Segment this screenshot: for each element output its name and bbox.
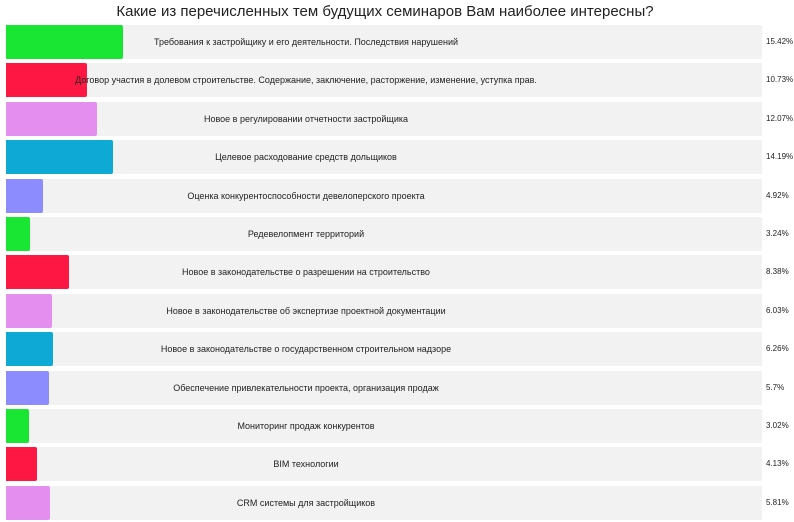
bar-value-label: 3.02% [766, 421, 789, 430]
bar-value-label: 10.73% [766, 75, 794, 85]
bar-value-label: 4.92% [766, 190, 789, 200]
bar-value-label: 12.07% [766, 113, 794, 123]
bar-value-label: 6.03% [766, 305, 789, 315]
bar-value-label: 6.26% [766, 344, 789, 354]
bar-row [6, 179, 794, 213]
bar-row [6, 371, 794, 405]
bar-label: Новое в законодательстве о разрешении на строительство [182, 267, 430, 278]
bar-value-label: 5.7% [766, 382, 785, 392]
bar-label: Мониторинг продаж конкурентов [237, 421, 375, 431]
bar-row [6, 25, 794, 59]
bar-label: Новое в регулировании отчетности застройщика [203, 113, 408, 124]
bar-label: Обеспечение привлекательности проекта, организация продаж [173, 382, 439, 393]
bar-value-label: 15.42% [766, 37, 794, 46]
bar-row [6, 255, 794, 289]
bar-row [6, 217, 794, 251]
bar-value-label: 8.38% [766, 267, 789, 277]
bar-label: Требования к застройщику и его деятельности. Последствия нарушений [153, 37, 459, 47]
bar-value-label: 14.19% [766, 152, 794, 162]
bar-label: Договор участия в долевом строительстве. Содержание, заключение, расторжение, изменение, уступка прав. [75, 75, 537, 86]
bar-row [6, 332, 794, 366]
bar-row [6, 102, 794, 136]
bar-label: Редевелопмент территорий [247, 229, 365, 239]
chart-title: Какие из перечисленных тем будущих семинаров Вам наиболее интересны? [116, 3, 654, 20]
bar-value-label: 4.13% [766, 459, 789, 469]
bar-row [6, 294, 794, 328]
bar-label: Оценка конкурентоспособности девелоперского проекта [187, 190, 425, 201]
bar-row [6, 63, 794, 97]
bar-label: Целевое расходование средств дольщиков [215, 152, 397, 163]
bar-label: Новое в законодательстве о государственном строительном надзоре [160, 344, 452, 355]
bar-label: CRM системы для застройщиков [236, 497, 376, 508]
bar-row [6, 447, 794, 481]
bar-row [6, 140, 794, 174]
bar-label: BIM технологии [273, 459, 339, 470]
bar-row [6, 409, 794, 443]
bar-row [6, 486, 794, 520]
bar-label: Новое в законодательстве об экспертизе проектной документации [166, 305, 446, 316]
bar-value-label: 5.81% [766, 497, 789, 507]
bar-value-label: 3.24% [766, 229, 789, 238]
